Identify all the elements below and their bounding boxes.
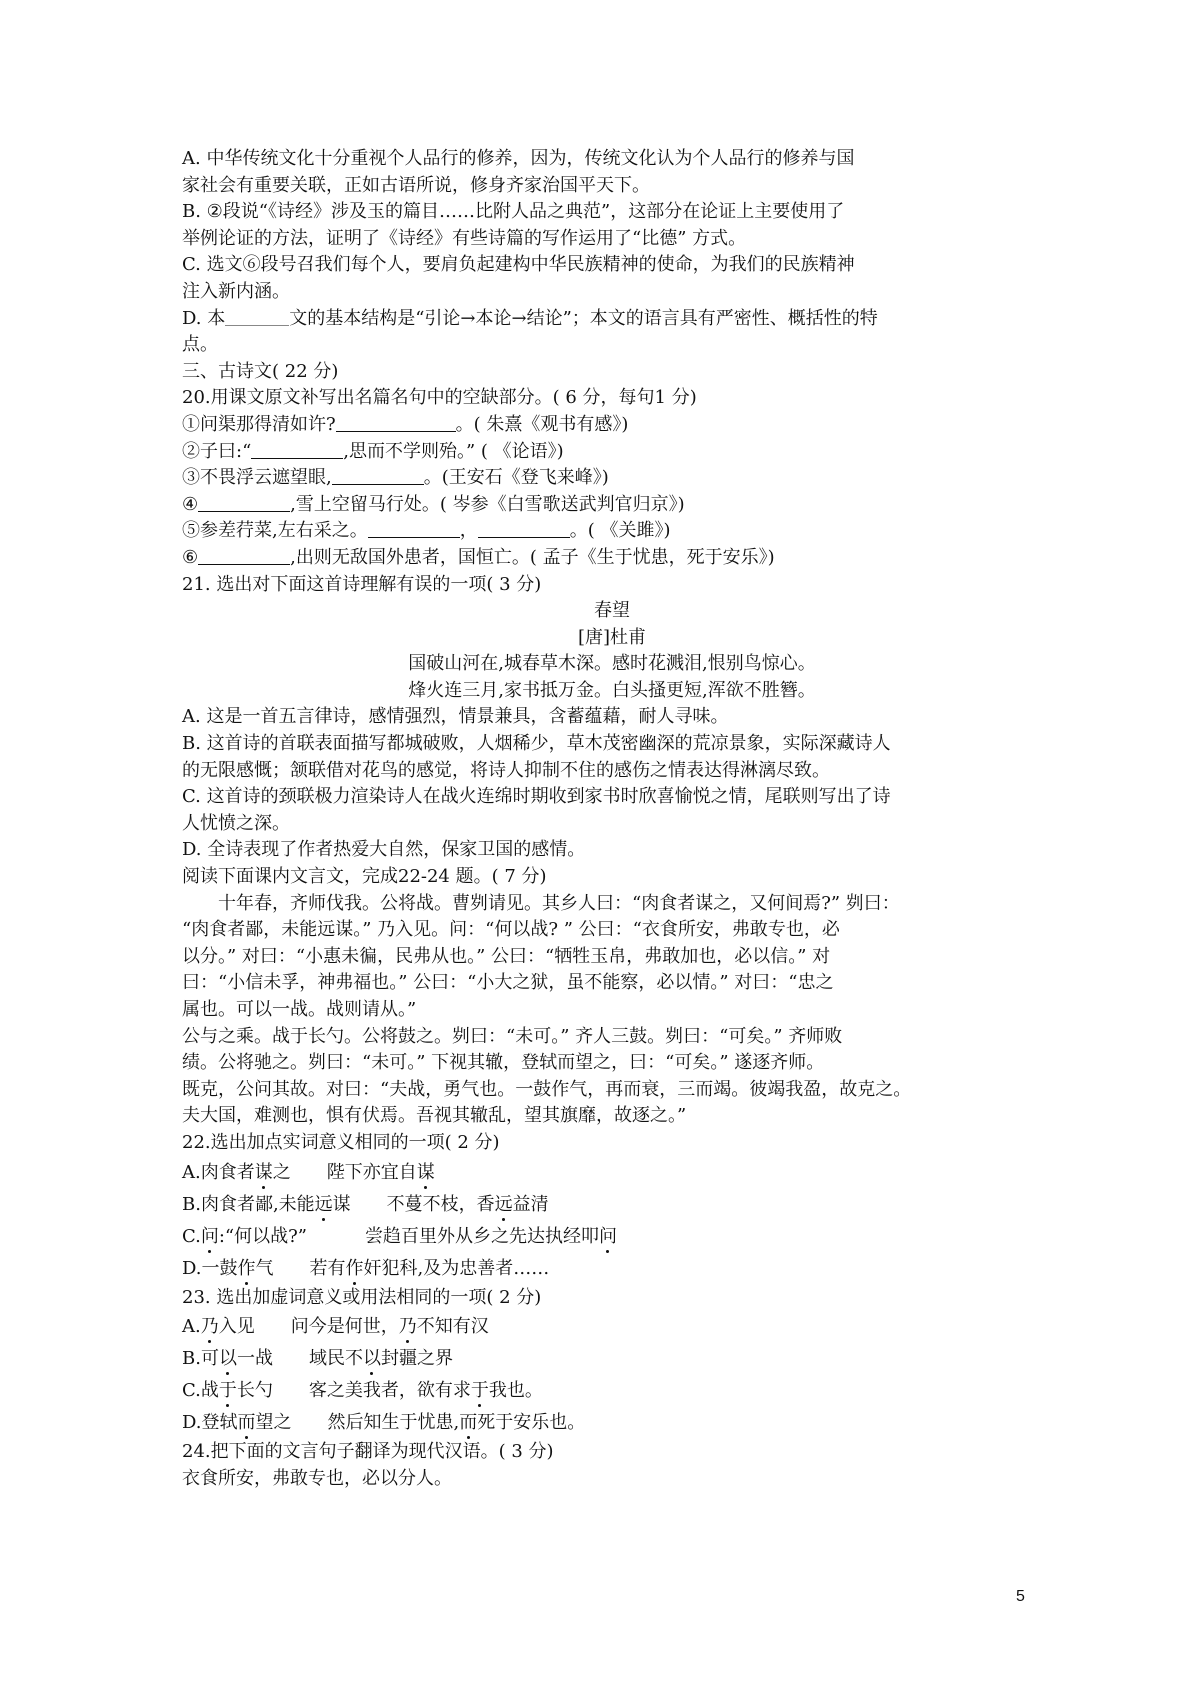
passage-line2: “肉食者鄙，未能远谋。” 乃入见。问：“何以战? ” 公曰：“衣食所安，弗敢专也，必 bbox=[182, 919, 840, 941]
q22-option-d: D.一鼓作气 若有作奸犯科,及为忠善者…… bbox=[182, 1257, 550, 1279]
passage-line8: 既克，公问其故。对曰：“夫战，勇气也。一鼓作气，再而衰，三而竭。彼竭我盈，故克之。 bbox=[182, 1078, 912, 1100]
passage-line4: 曰：“小信未孚，神弗福也。” 公曰：“小大之狱，虽不能察，必以情。” 对曰：“忠之 bbox=[182, 972, 834, 994]
option-19d-line2: 点。 bbox=[182, 334, 218, 356]
q20-line1: ①问渠那得清如许? 。( 朱熹《观书有感》) bbox=[182, 413, 629, 435]
page-number: 5 bbox=[1016, 1588, 1025, 1605]
passage-line9: 夫大国，难测也，惧有伏焉。吾视其辙乱，望其旗靡，故逐之。” bbox=[182, 1105, 687, 1127]
q23-option-a: A.乃入见 问今是何世，乃不知有汉 bbox=[182, 1316, 489, 1338]
q22-option-a: A.肉食者谋之 陛下亦宜自谋 bbox=[182, 1161, 435, 1183]
reading-intro: 阅读下面课内文言文，完成22-24 题。( 7 分) bbox=[182, 866, 547, 888]
option-19a-line2: 家社会有重要关联，正如古语所说，修身齐家治国平天下。 bbox=[182, 174, 650, 196]
question-24-title: 24.把下面的文言句子翻译为现代汉语。( 3 分) bbox=[182, 1441, 554, 1463]
option-19b-line1: B. ②段说“《诗经》涉及玉的篇目……比附人品之典范”，这部分在论证上主要使用了 bbox=[182, 201, 845, 223]
q20-line2: ②子曰:“ ,思而不学则殆。” ( 《论语》) bbox=[182, 440, 564, 462]
answer-blank[interactable] bbox=[332, 468, 424, 485]
q21-option-c-line2: 人忧愤之深。 bbox=[182, 812, 290, 834]
q20-line3: ③不畏浮云遮望眼, 。(王安石《登飞来峰》) bbox=[182, 467, 609, 489]
answer-blank[interactable] bbox=[336, 415, 456, 432]
section-heading: 三、古诗文( 22 分) bbox=[182, 360, 339, 382]
answer-blank[interactable] bbox=[198, 548, 290, 565]
q20-line6: ⑥ ,出则无敌国外患者，国恒亡。( 孟子《生于忧患，死于安乐》) bbox=[182, 546, 775, 568]
passage-line6: 公与之乘。战于长勺。公将鼓之。刿曰：“未可。” 齐人三鼓。刿曰：“可矣。” 齐师败 bbox=[182, 1025, 843, 1047]
question-23-title: 23. 选出加虚词意义或用法相同的一项( 2 分) bbox=[182, 1286, 542, 1308]
poem-author: [唐]杜甫 bbox=[577, 626, 647, 648]
poem-title: 春望 bbox=[594, 600, 630, 622]
option-19a-line1: A. 中华传统文化十分重视个人品行的修养，因为，传统文化认为个人品行的修养与国 bbox=[182, 148, 855, 169]
poem-line2: 烽火连三月,家书抵万金。白头搔更短,浑欲不胜簪。 bbox=[408, 679, 816, 701]
q24-sentence: 衣食所安，弗敢专也，必以分人。 bbox=[182, 1467, 452, 1489]
q21-option-b-line1: B. 这首诗的首联表面描写都城破败，人烟稀少，草木茂密幽深的荒凉景象，实际深藏诗人 bbox=[182, 733, 891, 755]
q23-option-b: B.可以一战 域民不以封疆之界 bbox=[182, 1348, 453, 1370]
passage-line7: 绩。公将驰之。刿曰：“未可。” 下视其辙，登轼而望之，曰：“可矣。” 遂逐齐师。 bbox=[182, 1052, 825, 1074]
option-19c-line2: 注入新内涵。 bbox=[182, 280, 290, 302]
option-19b-line2: 举例论证的方法，证明了《诗经》有些诗篇的写作运用了“比德” 方式。 bbox=[182, 227, 747, 249]
q22-option-c: C.问:“何以战?” 尝趋百里外从乡之先达执经叩问 bbox=[182, 1225, 617, 1247]
exam-page bbox=[182, 146, 1042, 1492]
passage-line1: 十年春，齐师伐我。公将战。曹刿请见。其乡人曰：“肉食者谋之，又何间焉?” 刿曰： bbox=[218, 892, 900, 914]
q21-option-a: A. 这是一首五言律诗，感情强烈，情景兼具，含蓄蕴藉，耐人寻味。 bbox=[182, 706, 729, 728]
answer-blank[interactable] bbox=[368, 521, 460, 538]
q21-option-b-line2: 的无限感慨；颔联借对花鸟的感觉，将诗人抑制不住的感伤之情表达得淋漓尽致。 bbox=[182, 759, 830, 781]
q22-option-b: B.肉食者鄙,未能远谋 不蔓不枝，香远益清 bbox=[182, 1193, 549, 1215]
q23-option-c: C.战于长勺 客之美我者，欲有求于我也。 bbox=[182, 1380, 543, 1402]
q21-option-c-line1: C. 这首诗的颈联极力渲染诗人在战火连绵时期收到家书时欣喜愉悦之情，尾联则写出了诗 bbox=[182, 786, 891, 808]
answer-blank[interactable] bbox=[251, 442, 343, 459]
q20-line4: ④ ,雪上空留马行处。( 岑参《白雪歌送武判官归京》) bbox=[182, 493, 685, 515]
question-20-title: 20.用课文原文补写出名篇名句中的空缺部分。( 6 分，每句1 分) bbox=[182, 387, 697, 409]
option-19d-line1: D. 本 文的基本结构是“引论→本论→结论”；本文的语言具有严密性、概括性的特 bbox=[182, 307, 878, 329]
option-19c-line1: C. 选文⑥段号召我们每个人，要肩负起建构中华民族精神的使命，为我们的民族精神 bbox=[182, 254, 855, 276]
answer-blank[interactable] bbox=[478, 521, 570, 538]
answer-blank[interactable] bbox=[198, 495, 290, 512]
q21-option-d: D. 全诗表现了作者热爱大自然，保家卫国的感情。 bbox=[182, 839, 586, 861]
q23-option-d: D.登轼而望之 然后知生于忧患,而死于安乐也。 bbox=[182, 1412, 586, 1434]
poem-line1: 国破山河在,城春草木深。感时花溅泪,恨别鸟惊心。 bbox=[408, 653, 816, 675]
passage-line3: 以分。” 对曰：“小惠未徧，民弗从也。” 公曰：“牺牲玉帛，弗敢加也，必以信。” 对 bbox=[182, 945, 831, 967]
question-22-title: 22.选出加点实词意义相同的一项( 2 分) bbox=[182, 1131, 500, 1153]
q20-line5: ⑤参差荇菜,左右采之。 ， 。( 《关雎》) bbox=[182, 520, 671, 542]
question-21-title: 21. 选出对下面这首诗理解有误的一项( 3 分) bbox=[182, 573, 542, 595]
passage-line5: 属也。可以一战。战则请从。” bbox=[182, 999, 417, 1020]
